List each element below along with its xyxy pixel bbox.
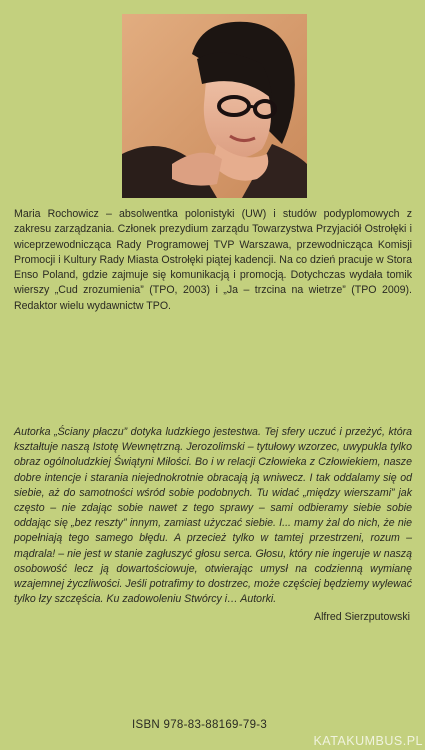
author-bio: Maria Rochowicz – absolwentka polonistyki (UW) i studów podyplomowych z zakresu zarządzania. Członek prezydium zarządu Towarzystwa Przyjaciół Ostrołęki i wiceprzewodnicząca Rady Programowej TVP Warszawa, przewodnicząca Komisji Promocji i Kultury Rady Miasta Ostrołęki piątej kadencji. Na co dzień pracuje w Stora Enso Poland, gdzie zajmuje się komunikacją i promocją. Dotychczas wydała tomik wierszy „Cud zrozumienia” (TPO, 2003) i „Ja – trzcina na wietrze” (TPO 2009). Redaktor wielu wydawnictw TPO. [14, 208, 412, 312]
author-portrait-image [122, 14, 307, 198]
review-text: Autorka „Ściany płaczu” dotyka ludzkiego jestestwa. Tej sfery uczuć i przeżyć, która kształtuje naszą Istotę Wewnętrzną. Jerozolimski – tytułowy wzorzec, uwypukla tylko obraz ogólnoludzkiej Świątyni Miłości. Bo i w relacji Człowieka z Człowiekiem, nasze dobre intencje i starania niejednokrotnie obracają ją wniwecz. I tak oddalamy się od siebie, aż do samotności wśród sobie podobnych. Tu widać „między wierszami” jak często – nie zdając sobie nawet z tego sprawy – sami odbieramy siebie sobie oddając się „bez reszty” innym, zamiast użyczać siebie. I... mamy żal do nich, że nie popełniają tego samego błędu. A przecież tylko w tamtej przestrzeni, rozum – mądrala! – nie jest w stanie zagłuszyć głosu serca. Głosu, który nie ingeruje w naszą osobowość lecz ją dowartościowuje, otwierając umysł na codzienną wymianę wzajemnej życzliwości. Jeśli potrafimy to dostrzec, może częściej będziemy wylewać tylko łzy szczęścia. Ku zadowoleniu Stwórcy i… Autorki. [14, 426, 412, 606]
watermark: KATAKUMBUS.PL [313, 734, 423, 748]
isbn-number: ISBN 978-83-88169-79-3 [132, 719, 268, 731]
author-photo [122, 14, 307, 198]
review-signature: Alfred Sierzputowski [314, 611, 410, 623]
